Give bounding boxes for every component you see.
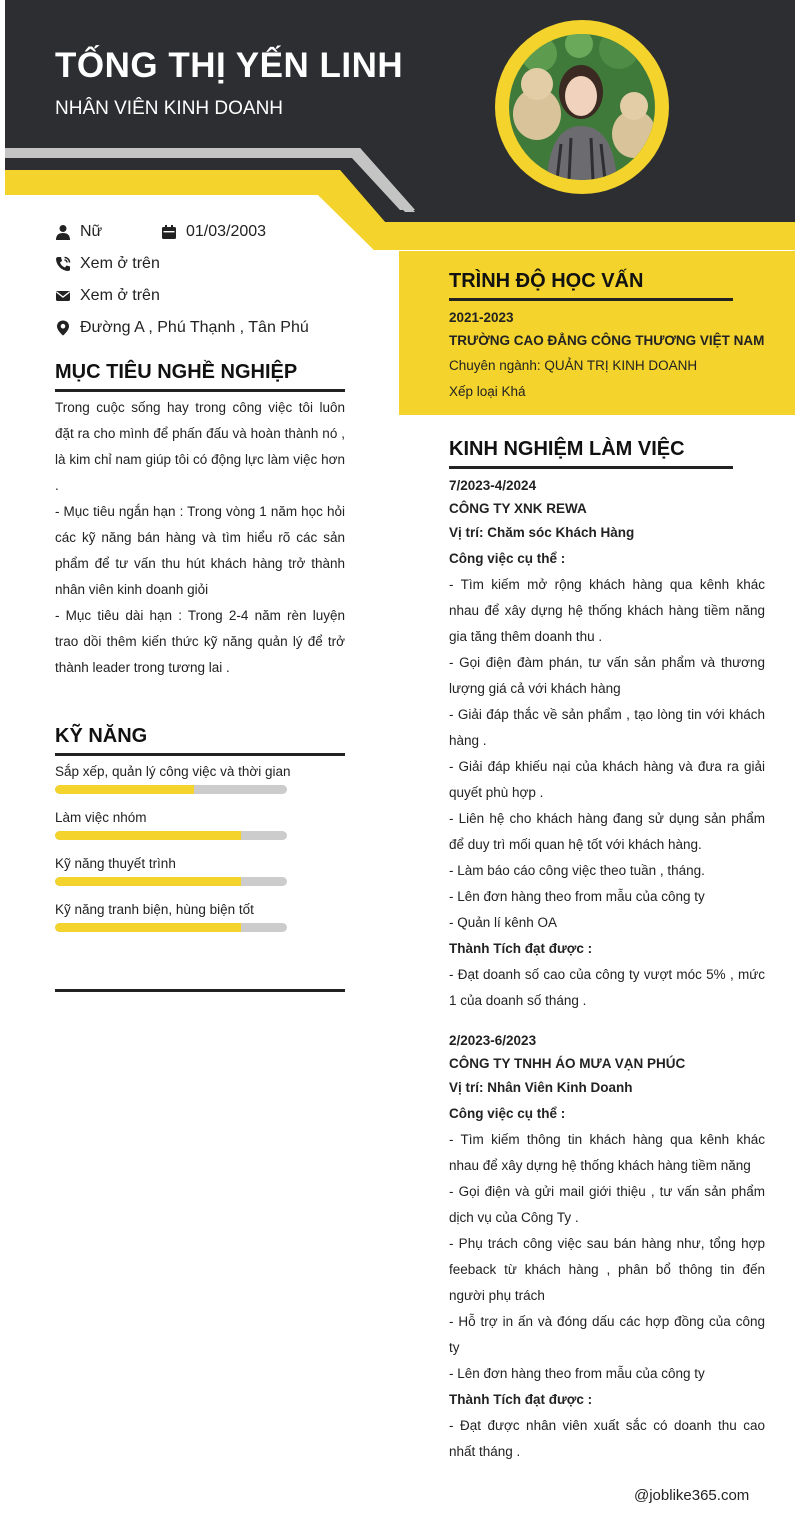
job-achievement: - Đạt được nhân viên xuất sắc có doanh thu cao nhất tháng .: [449, 1418, 765, 1459]
job-duty: - Tìm kiếm thông tin khách hàng qua kênh khác nhau để xây dựng hệ thống khách hàng tiềm năng: [449, 1132, 765, 1173]
user-icon: [55, 224, 71, 240]
job-duty: - Tìm kiếm mở rộng khách hàng qua kênh khác nhau để xây dựng hệ thống khách hàng tiềm năng gia tăng thêm doanh thu .: [449, 577, 765, 644]
job-duty: - Liên hệ cho khách hàng đang sử dụng sản phẩm để duy trì mối quan hệ tốt với khách hàng.: [449, 811, 765, 852]
phone-icon: [55, 256, 71, 272]
avatar: [509, 34, 655, 180]
job-achievements-title: Thành Tích đạt được :: [449, 941, 593, 956]
experience-title: KINH NGHIỆM LÀM VIỆC: [449, 438, 685, 460]
job-duties-title: Công việc cụ thể :: [449, 1106, 566, 1121]
candidate-name: TỐNG THỊ YẾN LINH: [55, 46, 404, 85]
skill-bar: [55, 785, 287, 794]
phone-row: [55, 252, 160, 276]
envelope-icon: [55, 288, 71, 304]
job-duty: - Giải đáp thắc về sản phẩm , tạo lòng tin với khách hàng .: [449, 707, 765, 748]
skill-bar-fill: [55, 923, 241, 932]
objective-title: MỤC TIÊU NGHỀ NGHIỆP: [55, 361, 298, 383]
job-entry: [449, 1029, 765, 1465]
dob-row: [161, 220, 266, 244]
job-company: CÔNG TY TNHH ÁO MƯA VẠN PHÚC: [449, 1056, 686, 1071]
skill-bar-fill: [55, 877, 241, 886]
skill-label: Kỹ năng thuyết trình: [55, 856, 176, 871]
objective-paragraph: Trong cuộc sống hay trong công việc tôi luôn đặt ra cho mình để phấn đấu và hoàn thành nó , là kim chỉ nam giúp tôi có động lực làm việc hơn .: [55, 400, 345, 493]
footer-brand: @joblike365.com: [634, 1487, 750, 1504]
job-duty: - Lên đơn hàng theo from mẫu của công ty: [449, 889, 705, 904]
skill-bar: [55, 877, 287, 886]
job-company: CÔNG TY XNK REWA: [449, 501, 587, 516]
header-background: [5, 0, 795, 250]
gender-value: Nữ: [80, 223, 103, 240]
job-achievement: - Đạt doanh số cao của công ty vượt móc 5% , mức 1 của doanh số tháng .: [449, 967, 765, 1008]
skills-divider: [55, 753, 345, 756]
email-value: Xem ở trên: [80, 287, 160, 304]
skill-bar-fill: [55, 785, 194, 794]
education-rank: Xếp loại Khá: [449, 384, 526, 399]
skill-bar: [55, 923, 287, 932]
job-duty: - Gọi điện và gửi mail giới thiệu , tư vấn sản phẩm dịch vụ của Công Ty .: [449, 1184, 765, 1225]
objective-paragraph: - Mục tiêu ngắn hạn : Trong vòng 1 năm học hỏi các kỹ năng bán hàng và tìm hiểu rõ các sản phẩm để tư vấn thu hút khách hàng trở thành nhân viên kinh doanh giỏi: [55, 504, 345, 597]
gender-row: [55, 220, 102, 244]
address-row: [55, 316, 309, 340]
left-column-divider: [55, 989, 345, 992]
objective-divider: [55, 389, 345, 392]
job-position: Vị trí: Nhân Viên Kinh Doanh: [449, 1080, 633, 1095]
job-period: 2/2023-6/2023: [449, 1033, 537, 1048]
dob-value: 01/03/2003: [186, 223, 267, 240]
job-duty: - Giải đáp khiếu nại của khách hàng và đưa ra giải quyết phù hợp .: [449, 759, 765, 800]
job-entry: [449, 474, 765, 1014]
job-duty: - Phụ trách công việc sau bán hàng như, tổng hợp feeback từ khách hàng , phân bổ thông tin đến người phụ trách: [449, 1236, 765, 1303]
job-period: 7/2023-4/2024: [449, 478, 537, 493]
education-divider: [449, 298, 733, 301]
calendar-icon: [161, 224, 177, 240]
job-duty: - Làm báo cáo công việc theo tuần , tháng.: [449, 863, 705, 878]
candidate-position: NHÂN VIÊN KINH DOANH: [55, 98, 284, 119]
objective-text: [55, 395, 345, 681]
skill-label: Làm việc nhóm: [55, 810, 147, 825]
education-school: TRƯỜNG CAO ĐẲNG CÔNG THƯƠNG VIỆT NAM: [449, 333, 765, 348]
job-duty: - Hỗ trợ in ấn và đóng dấu các hợp đồng của công ty: [449, 1314, 765, 1355]
education-title: TRÌNH ĐỘ HỌC VẤN: [449, 270, 644, 292]
skill-label: Kỹ năng tranh biện, hùng biện tốt: [55, 902, 254, 917]
skill-bar: [55, 831, 287, 840]
experience-divider: [449, 466, 733, 469]
skill-label: Sắp xếp, quản lý công việc và thời gian: [55, 764, 291, 779]
job-duty: - Lên đơn hàng theo from mẫu của công ty: [449, 1366, 705, 1381]
skills-title: KỸ NĂNG: [55, 725, 148, 747]
address-value: Đường A , Phú Thạnh , Tân Phú: [80, 319, 309, 336]
job-duty: - Quản lí kênh OA: [449, 915, 558, 930]
job-achievements-title: Thành Tích đạt được :: [449, 1392, 593, 1407]
education-major: Chuyên ngành: QUẢN TRỊ KINH DOANH: [449, 358, 698, 373]
job-duty: - Gọi điện đàm phán, tư vấn sản phẩm và thương lượng giá cả với khách hàng: [449, 655, 765, 696]
map-pin-icon: [55, 320, 71, 336]
phone-value: Xem ở trên: [80, 255, 160, 272]
job-position: Vị trí: Chăm sóc Khách Hàng: [449, 525, 635, 540]
email-row: [55, 284, 160, 308]
education-period: 2021-2023: [449, 310, 514, 325]
objective-paragraph: - Mục tiêu dài hạn : Trong 2-4 năm rèn luyện trao dồi thêm kiến thức kỹ năng quản lý để trở thành leader trong tương lai .: [55, 608, 345, 675]
skill-bar-fill: [55, 831, 241, 840]
job-duties-title: Công việc cụ thể :: [449, 551, 566, 566]
